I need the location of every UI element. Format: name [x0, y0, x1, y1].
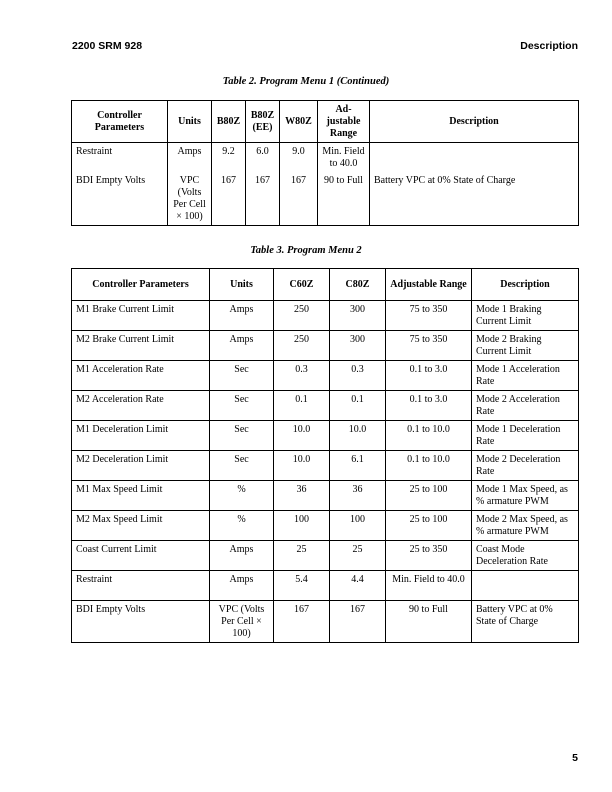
table-program-menu-2: [71, 268, 579, 643]
table-cell: 0.3: [274, 361, 330, 391]
table-cell: Mode 1 Braking Current Limit: [472, 301, 579, 331]
table-cell: Mode 2 Braking Current Limit: [472, 331, 579, 361]
table-cell: Amps: [210, 541, 274, 571]
table-cell: M1 Brake Current Limit: [72, 301, 210, 331]
table-cell: 10.0: [330, 421, 386, 451]
table-cell: 250: [274, 331, 330, 361]
table-cell: 10.0: [274, 451, 330, 481]
col-header: Units: [168, 101, 212, 143]
table-cell: 167: [212, 172, 246, 226]
col-header: Units: [210, 269, 274, 301]
table-cell: 25: [330, 541, 386, 571]
table-cell: Battery VPC at 0% State of Charge: [370, 172, 579, 226]
col-header: Controller Parameters: [72, 269, 210, 301]
col-header: Adjustable Range: [386, 269, 472, 301]
table-cell: Sec: [210, 391, 274, 421]
table-row: [72, 481, 579, 511]
table-cell: 36: [330, 481, 386, 511]
table-header-row: [72, 101, 579, 143]
table-cell: Amps: [210, 331, 274, 361]
table-cell: M2 Acceleration Rate: [72, 391, 210, 421]
table-cell: Amps: [168, 143, 212, 173]
table-cell: 100: [274, 511, 330, 541]
table-cell: 0.1 to 10.0: [386, 421, 472, 451]
table-cell: M1 Acceleration Rate: [72, 361, 210, 391]
table-cell: Mode 2 Acceleration Rate: [472, 391, 579, 421]
col-header: B80Z: [212, 101, 246, 143]
table-row: [72, 143, 579, 173]
col-header: C60Z: [274, 269, 330, 301]
table-cell: 5.4: [274, 571, 330, 601]
table-cell: M1 Max Speed Limit: [72, 481, 210, 511]
table-cell: BDI Empty Volts: [72, 601, 210, 643]
table-cell: 0.1 to 10.0: [386, 451, 472, 481]
table-cell: Mode 1 Max Speed, as % armature PWM: [472, 481, 579, 511]
table-cell: 75 to 350: [386, 301, 472, 331]
table-cell: 25 to 350: [386, 541, 472, 571]
table-cell: Coast Mode Deceleration Rate: [472, 541, 579, 571]
table-row: [72, 172, 579, 226]
table-cell: Sec: [210, 421, 274, 451]
table-cell: Mode 1 Deceleration Rate: [472, 421, 579, 451]
table-cell: M2 Max Speed Limit: [72, 511, 210, 541]
col-header: Ad- justable Range: [318, 101, 370, 143]
table-cell: 6.0: [246, 143, 280, 173]
table-cell: Mode 2 Deceleration Rate: [472, 451, 579, 481]
table-cell: 6.1: [330, 451, 386, 481]
table-cell: 0.1: [330, 391, 386, 421]
table-cell: 90 to Full: [318, 172, 370, 226]
table-cell: VPC (Volts Per Cell × 100): [210, 601, 274, 643]
table2-caption: Table 2. Program Menu 1 (Continued): [222, 76, 390, 87]
table-cell: 0.1 to 3.0: [386, 361, 472, 391]
table-cell: VPC (Volts Per Cell × 100): [168, 172, 212, 226]
table-cell: 100: [330, 511, 386, 541]
table-cell: 25 to 100: [386, 481, 472, 511]
table-row: [72, 511, 579, 541]
section-title: Description: [520, 40, 578, 52]
table-cell: Min. Field to 40.0: [386, 571, 472, 601]
table-cell: M2 Brake Current Limit: [72, 331, 210, 361]
table-cell: 167: [330, 601, 386, 643]
table-cell: 0.1 to 3.0: [386, 391, 472, 421]
table-cell: 75 to 350: [386, 331, 472, 361]
table-cell: 9.0: [280, 143, 318, 173]
table-cell: [370, 143, 579, 173]
col-header: W80Z: [280, 101, 318, 143]
table-row: [72, 421, 579, 451]
table-cell: 10.0: [274, 421, 330, 451]
page-number: 5: [572, 752, 578, 764]
table-cell: Sec: [210, 361, 274, 391]
table-row: [72, 301, 579, 331]
table-row: [72, 391, 579, 421]
col-header: Controller Parameters: [72, 101, 168, 143]
table-header-row: [72, 269, 579, 301]
table-cell: 90 to Full: [386, 601, 472, 643]
table-row: [72, 361, 579, 391]
table-cell: Mode 1 Acceleration Rate: [472, 361, 579, 391]
table-cell: %: [210, 481, 274, 511]
col-header: Description: [472, 269, 579, 301]
table-row: [72, 541, 579, 571]
document-code: 2200 SRM 928: [72, 40, 143, 52]
table-cell: Min. Field to 40.0: [318, 143, 370, 173]
table-cell: 4.4: [330, 571, 386, 601]
table-cell: 36: [274, 481, 330, 511]
table-cell: [472, 571, 579, 601]
table-cell: Amps: [210, 571, 274, 601]
table-cell: %: [210, 511, 274, 541]
table-cell: 250: [274, 301, 330, 331]
table-cell: 25: [274, 541, 330, 571]
table-cell: 25 to 100: [386, 511, 472, 541]
col-header: C80Z: [330, 269, 386, 301]
table-cell: 0.3: [330, 361, 386, 391]
table-cell: 0.1: [274, 391, 330, 421]
table-cell: Sec: [210, 451, 274, 481]
table-cell: 167: [280, 172, 318, 226]
table-cell: Restraint: [72, 143, 168, 173]
col-header: Description: [370, 101, 579, 143]
table-cell: BDI Empty Volts: [72, 172, 168, 226]
table-program-menu-1: [71, 100, 579, 226]
table3-caption: Table 3. Program Menu 2: [250, 245, 362, 256]
table-cell: Amps: [210, 301, 274, 331]
table-cell: M1 Deceleration Limit: [72, 421, 210, 451]
table-row: [72, 331, 579, 361]
table-cell: Battery VPC at 0% State of Charge: [472, 601, 579, 643]
table-cell: 167: [246, 172, 280, 226]
table-cell: Coast Current Limit: [72, 541, 210, 571]
table-cell: 300: [330, 301, 386, 331]
table-row: [72, 601, 579, 643]
col-header: B80Z (EE): [246, 101, 280, 143]
table-cell: Mode 2 Max Speed, as % armature PWM: [472, 511, 579, 541]
table-cell: Restraint: [72, 571, 210, 601]
table-cell: 300: [330, 331, 386, 361]
table-row: [72, 571, 579, 601]
table-cell: 9.2: [212, 143, 246, 173]
table-cell: 167: [274, 601, 330, 643]
table-cell: M2 Deceleration Limit: [72, 451, 210, 481]
table-row: [72, 451, 579, 481]
